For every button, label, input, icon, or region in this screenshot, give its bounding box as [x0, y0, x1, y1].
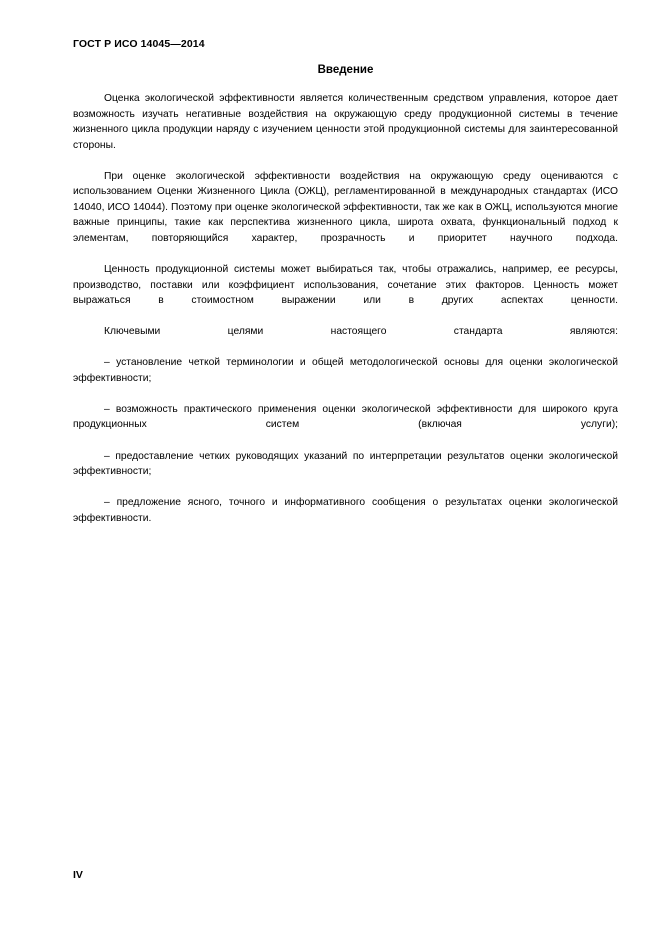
page-number: IV	[73, 869, 83, 881]
document-header-standard-number: ГОСТ Р ИСО 14045—2014	[73, 38, 205, 50]
paragraph: Ценность продукционной системы может выбираться так, чтобы отражались, например, ее ресурсы, производство, поставки или коэффициент использования, сочетание этих факторов. Ценность может выражаться в стоимостном выражении или в других аспектах ценности.	[73, 264, 618, 307]
document-body	[73, 91, 618, 542]
paragraph: Оценка экологической эффективности является количественным средством управления, которое дает возможность изучать негативные воздействия на окружающую среду продукционной системы в течение жизненного цикла продукции наряду с изучением ценности этой продукционной системы для заинтересованной стороны.	[73, 93, 618, 151]
paragraph: При оценке экологической эффективности воздействия на окружающую среду оцениваются с использованием Оценки Жизненного Цикла (ОЖЦ), регламентированной в международных стандартах (ИСО 14040, ИСО 14044). Поэтому при оценке экологической эффективности, так же как в ОЖЦ, используются многие важные принципы, такие как перспектива жизненного цикла, широта охвата, функциональный подход к элементам, повторяющийся характер, прозрачность и приоритет научного подхода.	[73, 170, 618, 244]
page-title: Введение	[317, 64, 374, 76]
paragraph: Ключевыми целями настоящего стандарта являются:	[104, 326, 618, 338]
list-item: – предложение ясного, точного и информативного сообщения о результатах оценки экологической эффективности.	[73, 497, 618, 524]
list-item: – установление четкой терминологии и общей методологической основы для оценки экологической эффективности;	[73, 357, 618, 384]
list-item: – возможность практического применения оценки экологической эффективности для широкого круга продукционных систем (включая услуги);	[73, 403, 618, 431]
list-item: – предоставление четких руководящих указаний по интерпретации результатов оценки экологической эффективности;	[73, 450, 618, 478]
